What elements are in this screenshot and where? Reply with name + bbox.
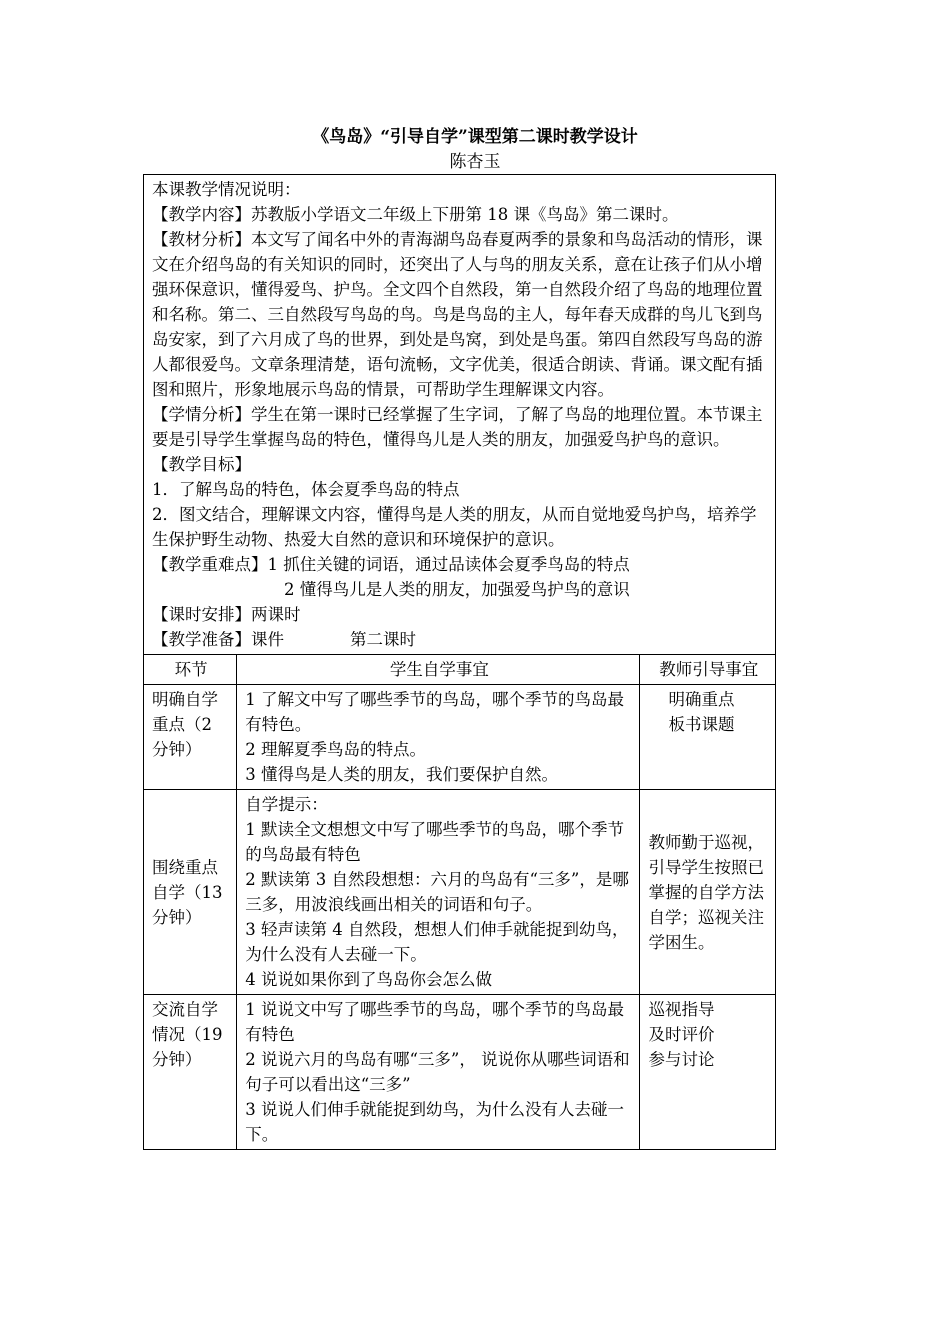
table-header-row — [144, 655, 776, 685]
key-point-2: 2 懂得鸟儿是人类的朋友，加强爱鸟护鸟的意识 — [284, 580, 630, 599]
student-line: 1 了解文中写了哪些季节的鸟岛，哪个季节的鸟岛最有特色。 — [245, 690, 624, 734]
lesson-plan-table — [143, 174, 776, 1150]
student-line: 4 说说如果你到了鸟岛你会怎么做 — [245, 970, 492, 989]
teacher-line: 及时评价 — [648, 1025, 715, 1044]
teacher-cell — [640, 995, 776, 1150]
document-title: 《鸟岛》“引导自学”课型第二课时教学设计 — [312, 127, 638, 147]
material-analysis: 【教材分析】本文写了闻名中外的青海湖鸟岛春夏两季的景象和鸟岛活动的情形，课文在介绍鸟岛的有关知识的同时，还突出了人与鸟的朋友关系，意在让孩子们从小增强环保意识，懂得爱鸟、护鸟。全文四个自然段，第一自然段介绍了鸟岛的地理位置和名称。第二、三自然段写鸟岛的鸟。鸟是鸟岛的主人，每年春天成群的鸟儿飞到鸟岛安家，到了六月成了鸟的世界，到处是鸟窝，到处是鸟蛋。第四自然段写鸟岛的游人都很爱鸟。文章条理清楚，语句流畅，文字优美，很适合朗读、背诵。课文配有插图和照片，形象地展示鸟岛的情景，可帮助学生理解课文内容。 — [152, 230, 763, 399]
student-cell — [237, 790, 640, 995]
key-point-1: 【教学重难点】1 抓住关键的词语，通过品读体会夏季鸟岛的特点 — [152, 555, 630, 574]
stage-cell: 围绕重点自学（13 分钟） — [144, 790, 237, 995]
goal-1: 1．了解鸟岛的特色，体会夏季鸟岛的特点 — [152, 480, 460, 499]
intro-heading: 本课教学情况说明： — [152, 180, 301, 199]
stage-cell: 明确自学重点（2 分钟） — [144, 685, 237, 790]
header-stage: 环节 — [144, 655, 237, 685]
teacher-line: 板书课题 — [668, 715, 735, 734]
student-line: 2 理解夏季鸟岛的特点。 — [245, 740, 426, 759]
student-line: 3 说说人们伸手就能捉到幼鸟，为什么没有人去碰一下。 — [245, 1100, 624, 1144]
teacher-line: 明确重点 — [668, 690, 735, 709]
teaching-content: 【教学内容】苏教版小学语文二年级上下册第 18 课《鸟岛》第二课时。 — [152, 205, 679, 224]
table-row — [144, 685, 776, 790]
header-student: 学生自学事宜 — [237, 655, 640, 685]
student-cell — [237, 685, 640, 790]
header-teacher: 教师引导事宜 — [640, 655, 776, 685]
table-row — [144, 790, 776, 995]
table-row — [144, 995, 776, 1150]
stage-cell: 交流自学情况（19 分钟） — [144, 995, 237, 1150]
intro-row — [144, 175, 776, 655]
teacher-cell — [640, 685, 776, 790]
preparation: 【教学准备】课件 第二课时 — [152, 630, 416, 649]
student-line: 1 说说文中写了哪些季节的鸟岛，哪个季节的鸟岛最有特色 — [245, 1000, 624, 1044]
teacher-line: 教师勤于巡视，引导学生按照已掌握的自学方法自学；巡视关注学困生。 — [648, 832, 764, 952]
student-cell — [237, 995, 640, 1150]
author-name: 陈杏玉 — [449, 152, 501, 172]
student-line: 2 默读第 3 自然段想想：六月的鸟岛有“三多”，是哪三多，用波浪线画出相关的词语和句子。 — [245, 870, 629, 914]
teacher-line: 参与讨论 — [648, 1050, 715, 1069]
teacher-cell — [640, 790, 776, 995]
student-line: 自学提示： — [245, 795, 328, 814]
student-line: 3 轻声读第 4 自然段，想想人们伸手就能捉到幼鸟，为什么没有人去碰一下。 — [245, 920, 629, 964]
student-analysis: 【学情分析】学生在第一课时已经掌握了生字词，了解了鸟岛的地理位置。本节课主要是引导学生掌握鸟岛的特色，懂得鸟儿是人类的朋友，加强爱鸟护鸟的意识。 — [152, 405, 763, 449]
student-line: 3 懂得鸟是人类的朋友，我们要保护自然。 — [245, 765, 558, 784]
student-line: 1 默读全文想想文中写了哪些季节的鸟岛，哪个季节的鸟岛最有特色 — [245, 820, 624, 864]
teacher-line: 巡视指导 — [648, 1000, 715, 1019]
intro-cell — [144, 175, 776, 655]
student-line: 2 说说六月的鸟岛有哪“三多”， 说说你从哪些词语和句子可以看出这“三多” — [245, 1050, 630, 1094]
goal-2: 2．图文结合，理解课文内容，懂得鸟是人类的朋友，从而自觉地爱鸟护鸟，培养学生保护野生动物、热爱大自然的意识和环境保护的意识。 — [152, 505, 757, 549]
goals-heading: 【教学目标】 — [152, 455, 251, 474]
schedule: 【课时安排】两课时 — [152, 605, 301, 624]
